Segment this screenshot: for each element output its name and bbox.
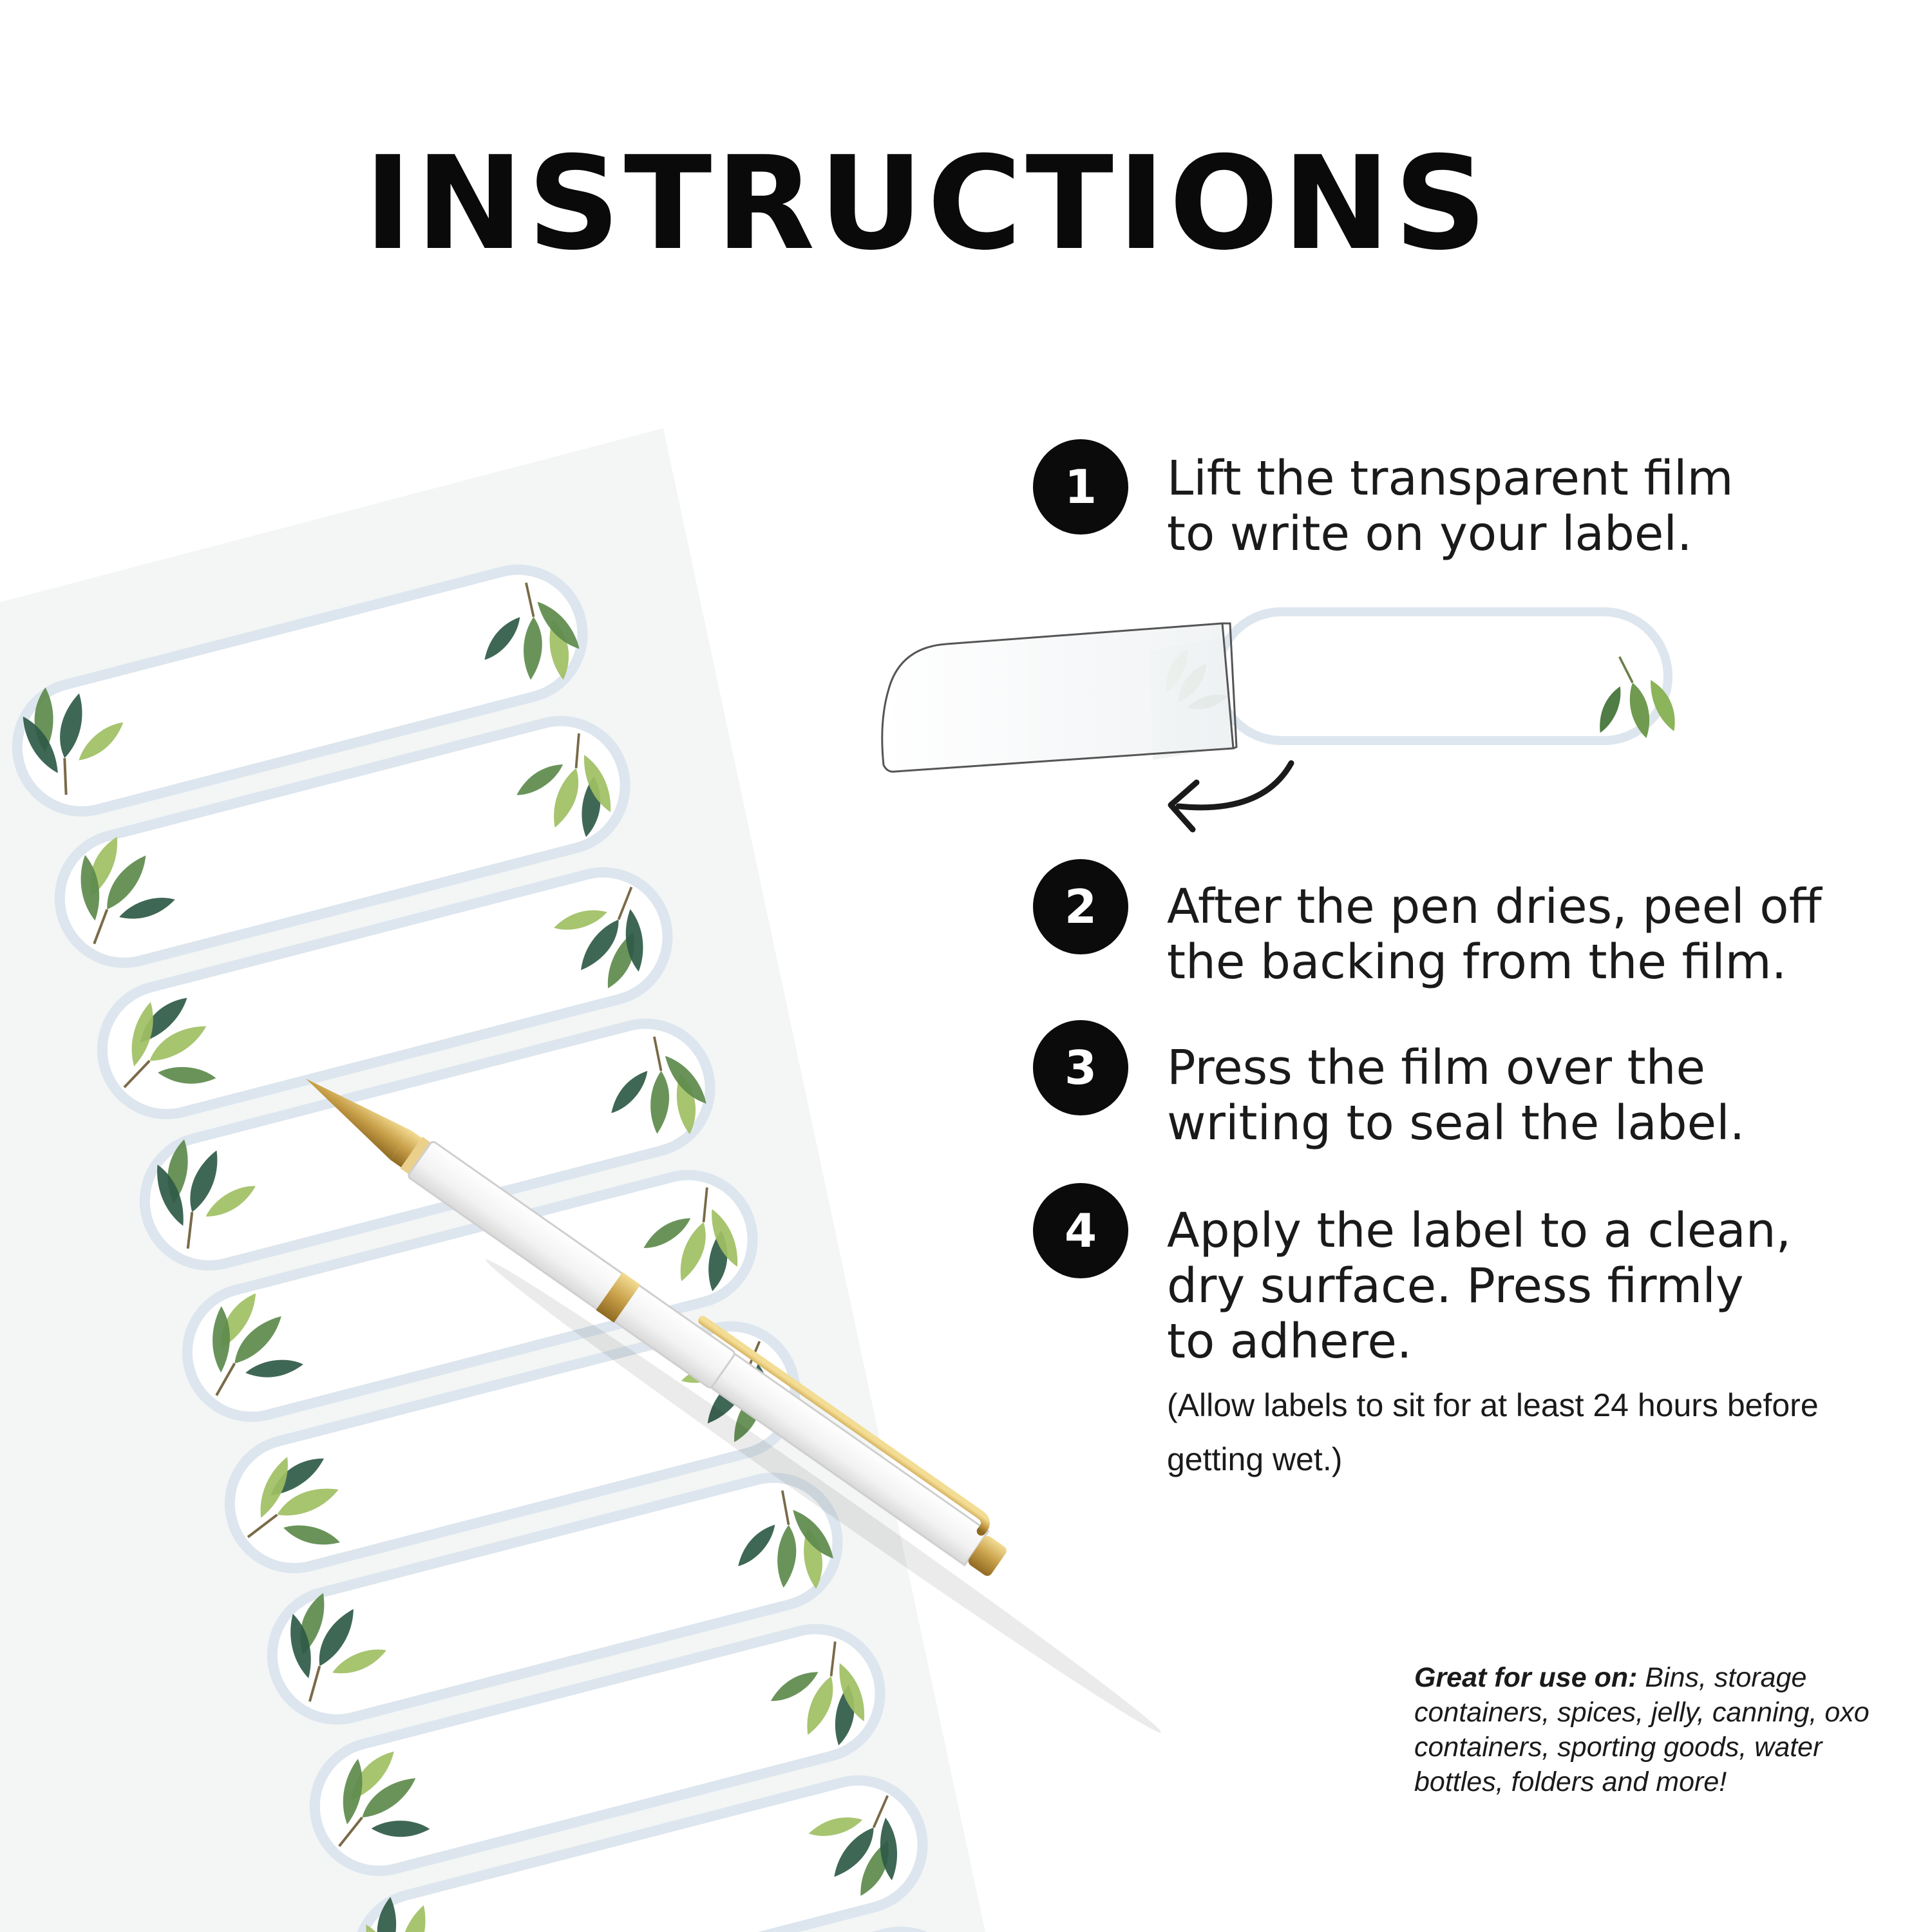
step-4-text: Apply the label to a clean, dry surface. Press firmly to adhere. — [1167, 1203, 1792, 1369]
step-2-text: After the pen dries, peel off the backing from the film. — [1167, 879, 1822, 990]
step-1-number: 1 — [1033, 439, 1128, 535]
step-3-number: 3 — [1033, 1020, 1128, 1115]
great-for-label: Great for use on: — [1414, 1662, 1638, 1693]
great-for-use-note — [1414, 1660, 1904, 1799]
great-for-text: Bins, storage containers, spices, jelly, canning, oxo containers, sporting goods, water bottles, folders and more! — [1414, 1662, 1870, 1797]
step-4-note: (Allow labels to sit for at least 24 hours before getting wet.) — [1167, 1387, 1819, 1477]
page-title: INSTRUCTIONS — [364, 129, 1491, 279]
step-3-text: Press the film over the writing to seal the label. — [1167, 1040, 1745, 1151]
label-sheet — [0, 428, 1028, 1932]
step-2-number: 2 — [1033, 859, 1128, 954]
curved-arrow-icon — [1171, 763, 1291, 829]
step-4-number: 4 — [1033, 1183, 1128, 1278]
step-1-text: Lift the transparent film to write on your label. — [1167, 451, 1734, 562]
film-diagram — [882, 612, 1685, 772]
